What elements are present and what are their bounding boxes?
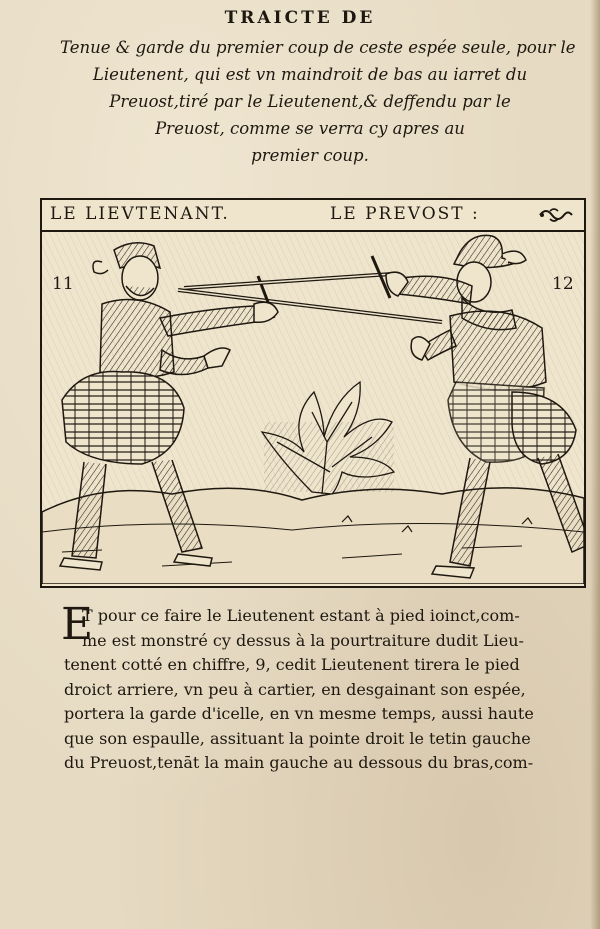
running-head: TRAICTE DE <box>224 8 376 28</box>
body-line: me est monstré cy dessus à la pourtraiture dudit Lieu- <box>82 630 524 650</box>
woodcut-illustration <box>42 232 584 584</box>
body-line: droict arriere, vn peu à cartier, en desgainant son espée, <box>64 679 526 699</box>
body-line: que son espaulle, assituant la pointe droit le tetin gauche <box>64 728 531 748</box>
body-line: du Preuost,tenāt la main gauche au dessous du bras,com- <box>64 753 534 772</box>
plate-header <box>42 200 584 232</box>
caption-line: Preuost,tiré par le Lieutenent,& deffendu par le <box>109 92 511 111</box>
drop-cap: E <box>61 599 94 650</box>
caption-line: premier coup. <box>251 146 369 165</box>
prevost-label: LE PREVOST : <box>330 204 480 224</box>
body-text <box>64 604 564 776</box>
body-line: tenent cotté en chiffre, 9, cedit Lieutenent tirera le pied <box>64 655 520 674</box>
caption-line: Tenue & garde du premier coup de ceste espée seule, pour le <box>60 38 576 57</box>
page-edge-shadow <box>590 0 600 929</box>
figure-number-right: 12 <box>552 274 574 294</box>
figure-number-left: 11 <box>52 274 74 294</box>
fleuron-icon <box>536 205 576 225</box>
woodcut-plate <box>40 198 586 588</box>
caption <box>60 34 576 169</box>
caption-line: Lieutenent, qui est vn maindroit de bas au iarret du <box>92 65 528 84</box>
body-line: T pour ce faire le Lieutenent estant à pied ioinct,com- <box>82 606 520 625</box>
caption-line: Preuost, comme se verra cy apres au <box>155 119 465 138</box>
body-line: portera la garde d'icelle, en vn mesme temps, aussi haute <box>64 704 534 723</box>
lieutenant-label: LE LIEVTENANT. <box>50 204 230 224</box>
